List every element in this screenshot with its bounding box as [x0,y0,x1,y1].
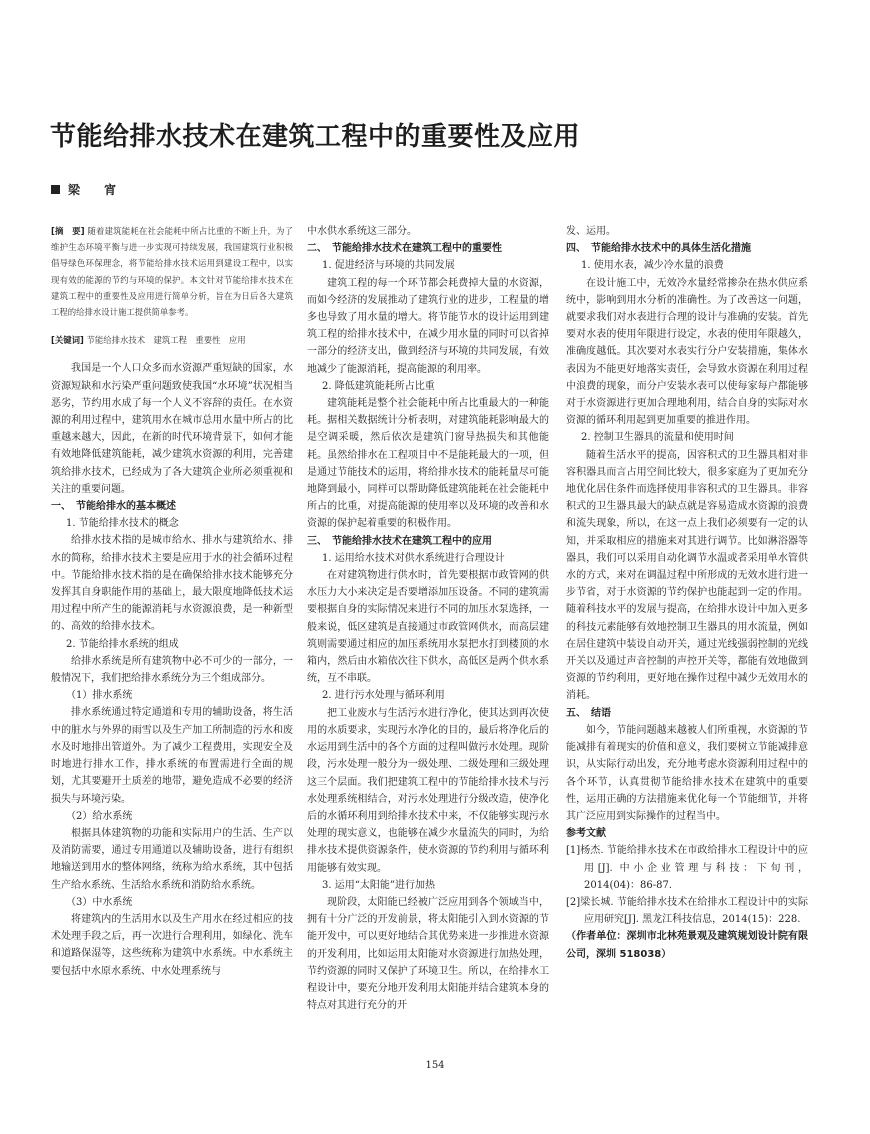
keywords-label: [关键词] [51,335,84,346]
subsection-heading: 1. 运用给水技术对供水系统进行合理设计 [322,552,505,564]
body-paragraph: 现阶段，太阳能已经被广泛应用到各个领域当中，拥有十分广泛的开发前景，将太阳能引入到水资源的节能开发中，可以更好地结合其优势来进一步推进水资源的开发利用，比如运用太阳能对水资源进行加热处理，节约资源的同时又保护了环境卫生。所以，在给排水工程设计中，要充分地开发利用太阳能并结合建筑本身的特点对其进行充分的开 [307,896,549,1012]
body-paragraph: 把工业废水与生活污水进行净化，使其达到再次使用的水质要求，实现污水净化的目的，最后将净化后的水运用到生活中的各个方面的过程叫做污水处理。现阶段，污水处理一般分为一级处理、二级处理和三级处理这三个层面。我们把建筑工程中的节能给排水技术与污水处理系统相结合，对污水处理进行分级改造，使净化后的水循环利用到给排水技术中来，不仅能够实现污水处理的现实意义，也能够在减少水量流失的同时，为给排水技术提供资源条件，使水资源的节约利用与循环利用能够有效实现。 [307,707,549,874]
author-name: 梁 宵 [68,183,127,197]
abstract-text: 随着建筑能耗在社会能耗中所占比重的不断上升，为了维护生态环境平衡与进一步实现可持续发展，我国建筑行业积极倡导绿色环保理念，将节能给排水技术运用到建设工程中，以实现有效的能源的节约与环境的保护。本文针对节能给排水技术在建筑工程中的重要性及应用进行简单分析，旨在为日后各大建筑工程的给排水设计施工提供简单参考。 [51,226,294,318]
body-paragraph: 排水系统通过特定通道和专用的辅助设备，将生活中的脏水与外界的雨雪以及生产加工所制造的污水和废水及时地排出管道外。为了减少工程费用，实现安全及时地进行排水工作，排水系统的布置需进行全面的规划，尤其要避开土质差的地带，避免造成不必要的经济损失与环境污染。 [51,707,293,805]
continued-paragraph: 发、运用。 [566,226,616,237]
body-paragraph: 在设计施工中，无效冷水量经常掺杂在热水供应系统中，影响到用水分析的准确性。为了改善这一问题，就要求我们对水表进行合理的设计与准确的安装。首先要对水表的使用年限进行设定，水表的使用年限越久，准确度越低。其次要对水表实行分户安装措施，集体水表因为不能更好地落实责任，会导致水资源在利用过程中浪费的现象，而分户安装水表可以使每家每户都能够对于水资源进行更加合理地利用，结合自身的实际对水资源的循环利用起到更加重要的推进作用。 [566,277,808,427]
column-middle-body [307,223,549,1014]
body-paragraph: 在对建筑物进行供水时，首先要根据市政管网的供水压力大小来决定是否要增添加压设备。不同的建筑需要根据自身的实际情况来进行不同的加压水泵选择，一般来说，低区建筑是直接通过市政管网供水，而高层建筑则需要通过相应的加压系统用水泵把水打到楼顶的水箱内，然后由水箱依次往下供水，高低区是两个供水系统，互不串联。 [307,570,549,685]
subsection-heading: 2. 降低建筑能耗所占比重 [322,380,435,392]
reference-item: [1]杨杰. 节能给排水技术在市政给排水工程设计中的应用[J]. 中小企业管理与科技：下旬刊，2014(04)：86-87. [566,845,808,891]
section-heading: 三、 节能给排水技术在建筑工程中的应用 [307,535,492,547]
continued-paragraph: 中水供水系统这三部分。 [307,226,417,237]
article-title: 节能给排水技术在建筑工程中的重要性及应用 [50,122,581,152]
body-paragraph: 我国是一个人口众多而水资源严重短缺的国家，水资源短缺和水污染严重问题致使我国“水环境”状况相当恶劣，节约用水成了每一个人义不容辞的责任。在水资源的利用过程中，建筑用水在城市总用水量中所占的比重越来越大，因此，在新的时代环境背景下，如何才能有效地降低建筑能耗，减少建筑水资源的利用，完善建筑给排水技术，已经成为了各大建筑企业所必须重视和关注的重要问题。 [51,363,293,495]
section-heading: 二、 节能给排水技术在建筑工程中的重要性 [307,243,502,255]
body-paragraph: 建筑能耗是整个社会能耗中所占比重最大的一种能耗。据相关数据统计分析表明，对建筑能耗影响最大的是空调采暖，然后依次是建筑门窗导热损失和其他能耗。虽然给排水在工程项目中不是能耗最大的一项，但是通过节能技术的运用，将给排水技术的能耗量尽可能地降到最小，同样可以帮助降低建筑能耗在社会能耗中所占的比重，对提高能源的使用率以及环境的改善和水资源的保护起着重要的积极作用。 [307,398,549,530]
section-heading: 五、 结语 [566,707,611,719]
body-paragraph: 随着生活水平的提高，因容积式的卫生器具相对非容积器具而言占用空间比较大，很多家庭为了更加充分地优化居住条件而选择使用非容积式的卫生器具。非容积式的卫生器具最大的缺点就是容易造成水资源的浪费和流失现象，所以，在这一点上我们必须要有一定的认知，并采取相应的措施来对其进行调节。比如淋浴器等器具，我们可以采用自动化调节水温或者采用单水管供水的方式，来对在调温过程中所形成的无效水进行进一步节省，对于水资源的节约保护也能起到一定的作用。随着科技水平的发展与提高，在给排水设计中加入更多的科技元素能够有效地控制卫生器具的用水流量，例如在居住建筑中装设自动开关，通过光线强弱控制的光线开关以及通过声音控制的声控开关等，都能有效地做到资源的节约利用，更好地在操作过程中减少无效用水的消耗。 [566,449,808,702]
body-paragraph: 如今，节能问题越来越被人们所重视，水资源的节能减排有着现实的价值和意义，我们要树立节能减排意识，从实际行动出发，充分地考虑水资源利用过程中的各个环节，认真贯彻节能给排水技术在建筑中的重要性，运用正确的方法措施来优化每一个节能细节，并将其广泛应用到实际操作的过程当中。 [566,724,808,822]
body-paragraph: 建筑工程的每一个环节都会耗费掉大量的水资源，而如今经济的发展推动了建筑行业的进步，工程量的增多也导致了用水量的增大。将节能节水的设计运用到建筑工程的给排水技术中，在减少用水量的同时可以省掉一部分的经济支出，做到经济与环境的共同发展，有效地减少了能源消耗，提高能源的利用率。 [307,277,549,375]
subsection-heading: 1. 使用水表，减少冷水量的浪费 [581,260,724,272]
subsection-heading: 1. 促进经济与环境的共同发展 [322,260,455,272]
body-paragraph: 给排水技术指的是城市给水、排水与建筑给水、排水的简称，给排水技术主要是应用于水的社会循环过程中。节能给排水技术指的是在确保给排水技术能够充分发挥其自身职能作用的基础上，最大限度地降低技术运用过程中所产生的能源消耗与水资源浪费，是一种新型的、高效的给排水技术。 [51,535,293,633]
column-left [51,223,293,980]
square-bullet-icon [51,185,60,194]
section-heading: 四、 节能给排水技术中的具体生活化措施 [566,243,751,255]
column-right [566,223,808,963]
sub-subsection-heading: （3）中水系统 [66,896,133,908]
sub-subsection-heading: （1）排水系统 [66,690,133,702]
subsection-heading: 2. 控制卫生器具的流量和使用时间 [581,432,734,444]
section-heading: 参考文献 [566,828,606,840]
column-right-body [566,223,808,963]
page-number: 154 [425,1060,445,1071]
subsection-heading: 1. 节能给排水技术的概念 [66,518,179,530]
body-paragraph: 根据具体建筑物的功能和实际用户的生活、生产以及消防需要，通过专用通道以及辅助设备，进行有组织地输送到用水的整体网络，统称为给水系统，其中包括生产给水系统、生活给水系统和消防给水系统。 [51,827,293,891]
body-paragraph: 将建筑内的生活用水以及生产用水在经过相应的技术处理手段之后，再一次进行合理利用，如绿化、洗车和道路保湿等，这些统称为建筑中水系统。中水系统主要包括中水原水系统、中水处理系统与 [51,913,293,977]
author-affiliation: （作者单位：深圳市北林苑景观及建筑规划设计院有限公司，深圳 518038） [566,931,808,960]
column-middle [307,223,549,1014]
subsection-heading: 3. 运用“太阳能”进行加热 [322,879,435,891]
keywords [51,332,293,348]
reference-item: [2]梁长城. 节能给排水技术在给排水工程设计中的实际应用研究[J]. 黑龙江科技信息，2014(15)：228. [566,896,808,926]
keywords-text: 节能给排水技术 建筑工程 重要性 应用 [86,335,246,346]
subsection-heading: 2. 节能给排水系统的组成 [66,638,179,650]
sub-subsection-heading: （2）给水系统 [66,810,133,822]
section-heading: 一、 节能给排水的基本概述 [51,501,176,513]
abstract-label: [摘 要] [51,226,85,236]
author-line [51,183,126,197]
subsection-heading: 2. 进行污水处理与循环利用 [322,690,445,702]
column-left-body [51,360,293,979]
body-paragraph: 给排水系统是所有建筑物中必不可少的一部分，一般情况下，我们把给排水系统分为三个组成部分。 [51,655,293,685]
abstract [51,223,293,320]
